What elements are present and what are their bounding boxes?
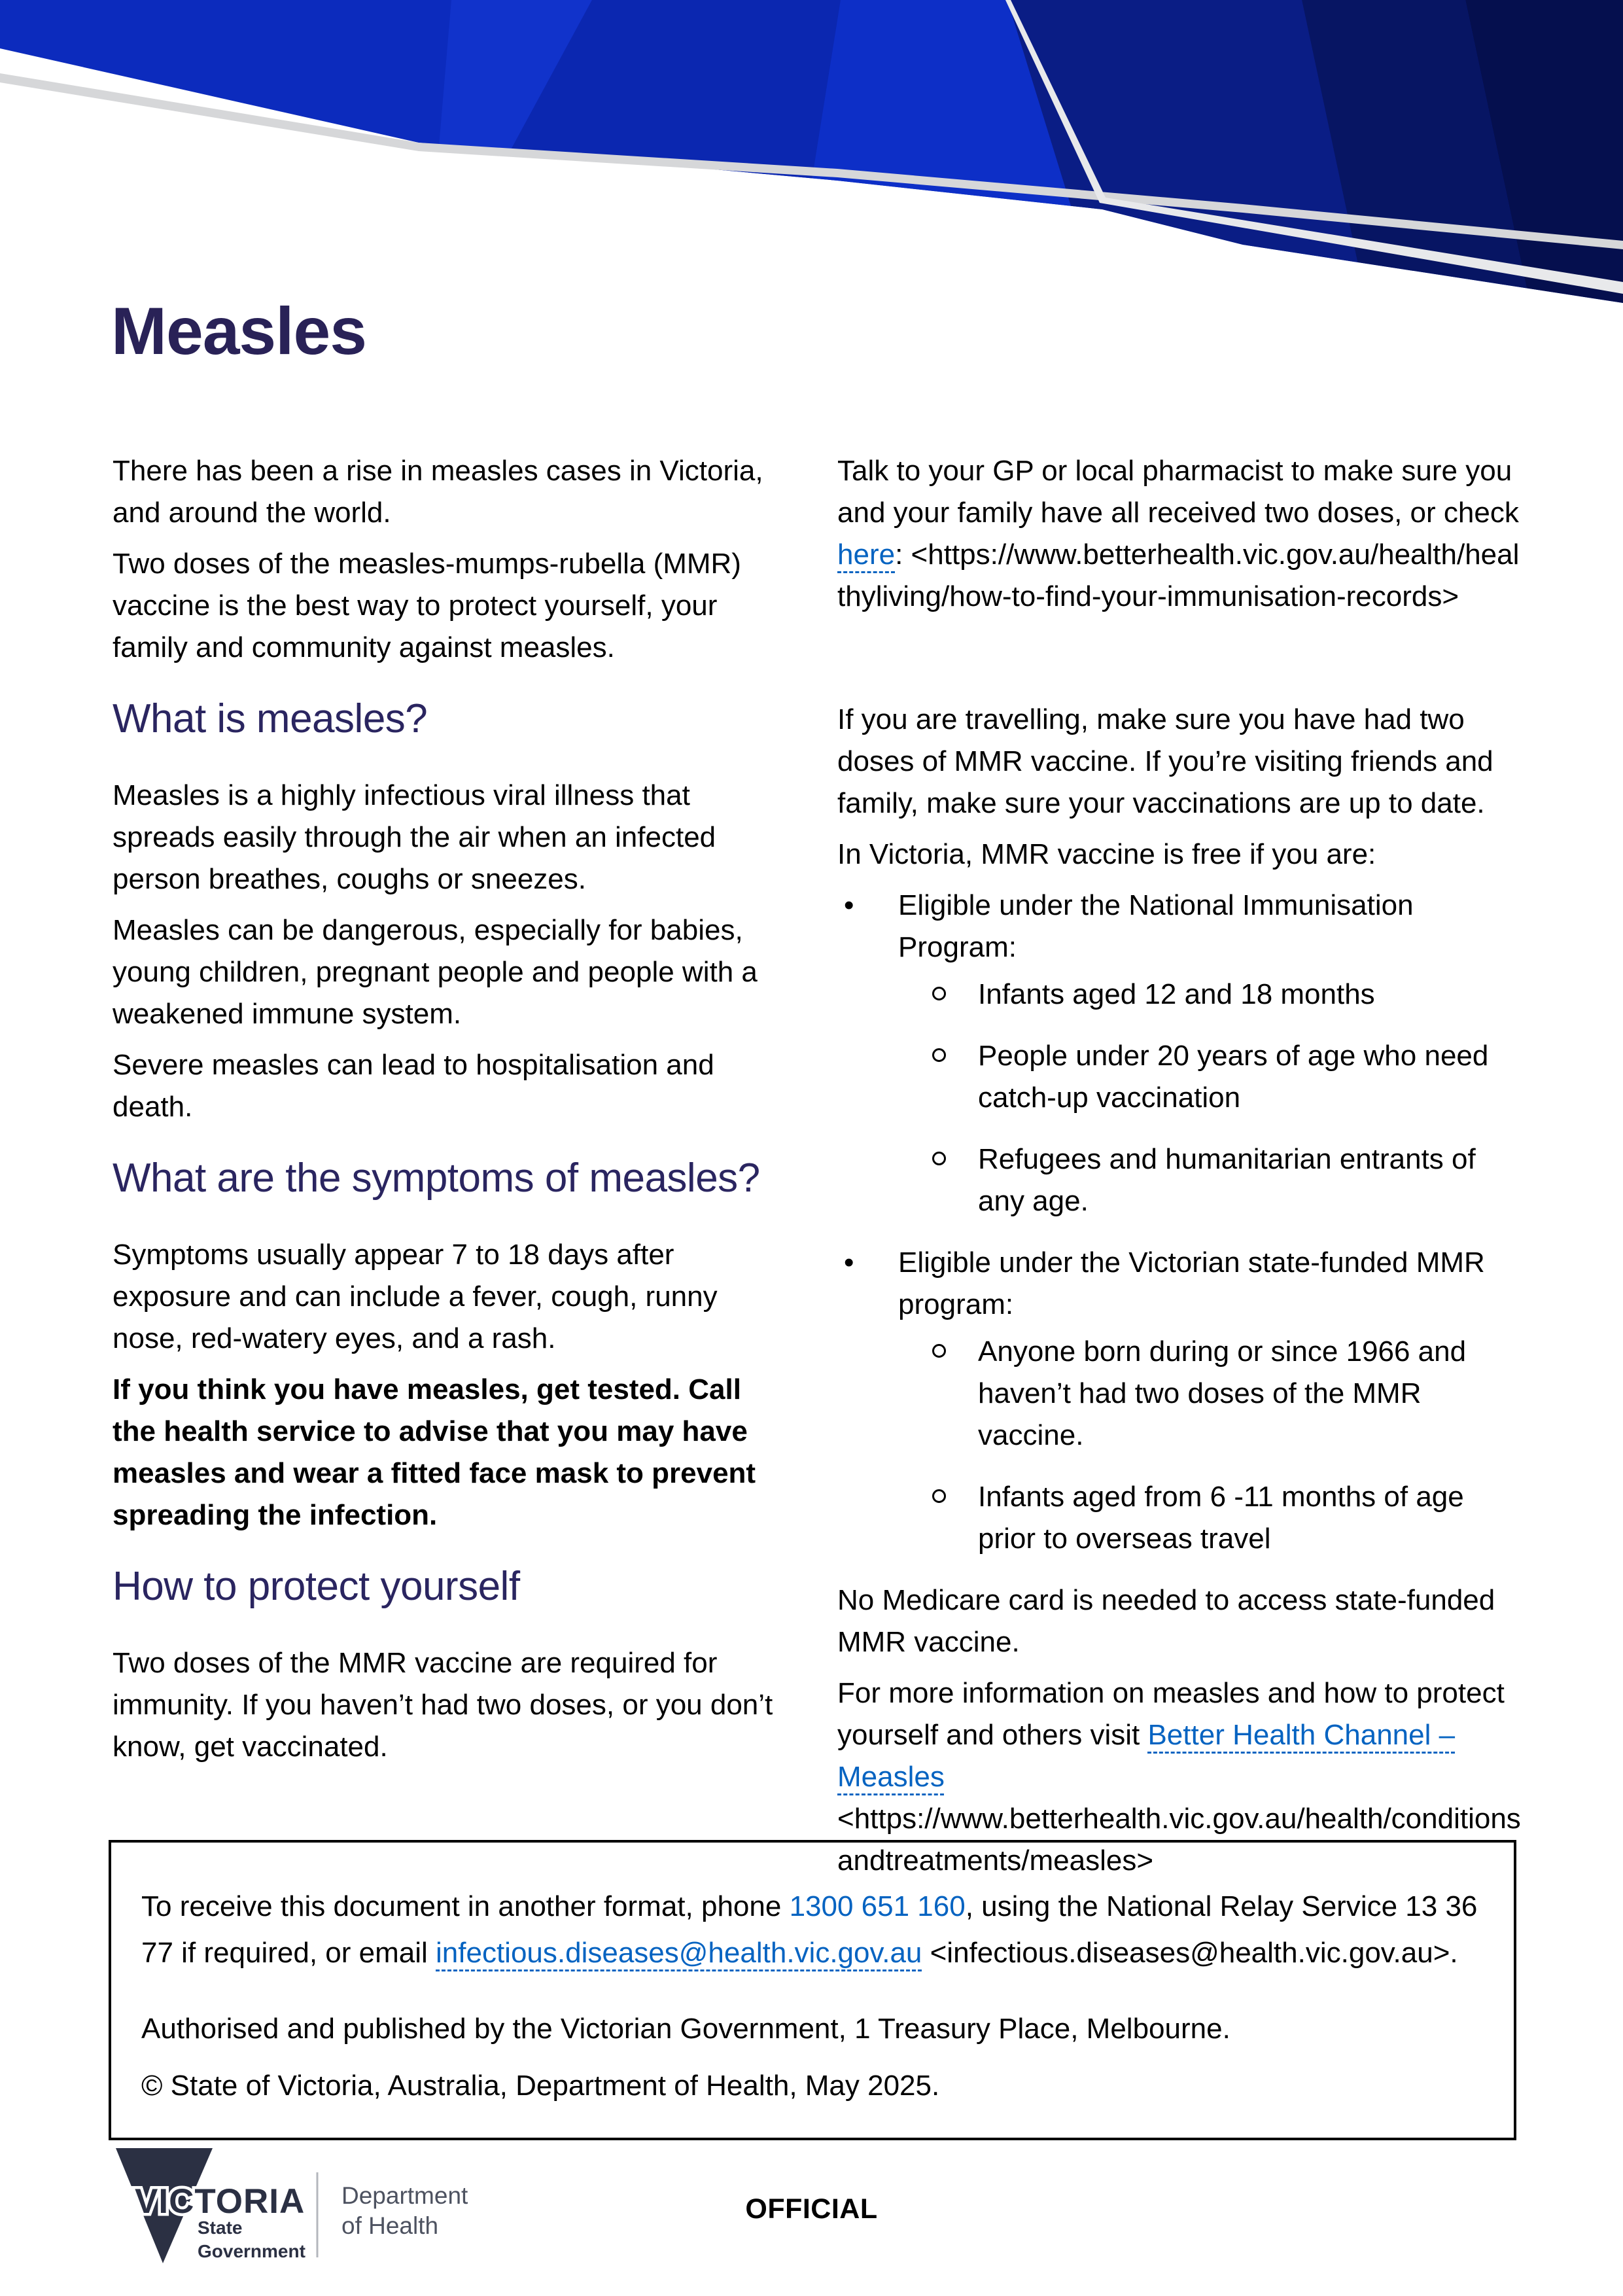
heading-symptoms: What are the symptoms of measles? [113, 1155, 760, 1201]
right-column [837, 450, 1526, 1891]
header-banner [0, 0, 1623, 308]
content-columns [113, 450, 1526, 1891]
sub-list-item: Refugees and humanitarian entrants of any age. [898, 1139, 1526, 1222]
get-tested-warning: If you think you have measles, get tested. Call the health service to advise that you may have measles and wear a fitted face mask to prevent spreading the infection. [113, 1373, 756, 1531]
immunisation-records-url: <https://www.betterhealth.vic.gov.au/health/healthyliving/how-to-find-your-immunisation-records> [837, 539, 1520, 613]
official-marking: OFFICIAL [745, 2193, 878, 2225]
gp-paragraph-sep: : [895, 539, 911, 571]
intro-paragraph-1: There has been a rise in measles cases in Victoria, and around the world. [113, 455, 763, 529]
logo-state-label: State [198, 2217, 243, 2238]
heading-what-is-measles: What is measles? [113, 696, 428, 742]
sub-list-item: Infants aged from 6 -11 months of age prior to overseas travel [898, 1476, 1526, 1560]
medicare-paragraph: No Medicare card is needed to access state-funded MMR vaccine. [837, 1584, 1495, 1659]
more-info-text: For more information on measles and how to protect yourself and others visit [837, 1677, 1505, 1752]
sub-list [898, 1331, 1526, 1560]
sub-list-item: Anyone born during or since 1966 and haven’t had two doses of the MMR vaccine. [898, 1331, 1526, 1457]
what-paragraph-2: Measles can be dangerous, especially for babies, young children, pregnant people and people with a weakened immune system. [113, 913, 758, 1030]
link-email[interactable]: infectious.diseases@health.vic.gov.au [436, 1937, 922, 1969]
list-item [837, 885, 1526, 1222]
better-health-url: <https://www.betterhealth.vic.gov.au/health/conditionsandtreatments/measles> [837, 1803, 1521, 1877]
list-item [837, 1242, 1526, 1560]
alternate-format-paragraph [141, 1883, 1484, 1977]
symptoms-paragraph: Symptoms usually appear 7 to 18 days after exposure and can include a fever, cough, runny nose, red-watery eyes, and a rash. [113, 1238, 718, 1354]
link-here[interactable]: here [837, 539, 896, 571]
relay-service-text: , using the National Relay Service 13 36 77 if required, or email [141, 1890, 1478, 1969]
link-phone-number[interactable]: 1300 651 160 [789, 1890, 966, 1922]
copyright-paragraph: © State of Victoria, Australia, Department of Health, May 2025. [141, 2069, 940, 2102]
logo-department-line1: Department [341, 2182, 468, 2209]
travelling-paragraph: If you are travelling, make sure you have had two doses of MMR vaccine. If you’re visiting friends and family, make sure your vaccinations are up to date. [837, 703, 1493, 820]
logo-department-line2: of Health [341, 2212, 439, 2239]
list-item-label: • Eligible under the Victorian state-funded MMR program: [898, 1246, 1485, 1321]
heading-protect-yourself: How to protect yourself [113, 1563, 520, 1609]
list-item-label: • Eligible under the National Immunisation Program: [898, 889, 1414, 964]
gp-paragraph-text: Talk to your GP or local pharmacist to make sure you and your family have all received two doses, or check [837, 455, 1519, 529]
sub-list-item: Infants aged 12 and 18 months [898, 974, 1526, 1016]
eligibility-list [837, 885, 1526, 1560]
blank-line [837, 627, 1526, 699]
gp-paragraph [837, 450, 1526, 618]
logo-government-label: Government [198, 2241, 305, 2261]
sub-list-item: People under 20 years of age who need catch-up vaccination [898, 1035, 1526, 1119]
victoria-wordmark: VICTORIA [135, 2182, 305, 2221]
what-paragraph-1: Measles is a highly infectious viral illness that spreads easily through the air when an infected person breathes, coughs or sneezes. [113, 779, 716, 895]
sub-list [898, 974, 1526, 1222]
authorised-paragraph: Authorised and published by the Victorian Government, 1 Treasury Place, Melbourne. [141, 2012, 1230, 2045]
protect-paragraph: Two doses of the MMR vaccine are required for immunity. If you haven’t had two doses, or you don’t know, get vaccinated. [113, 1646, 773, 1763]
accessibility-footer-box [109, 1840, 1516, 2140]
email-plain-text: <infectious.diseases@health.vic.gov.au>. [922, 1937, 1458, 1969]
what-paragraph-3: Severe measles can lead to hospitalisation and death. [113, 1048, 714, 1123]
page-title: Measles [111, 294, 366, 368]
free-vaccine-intro: In Victoria, MMR vaccine is free if you are: [837, 838, 1376, 871]
alternate-format-text: To receive this document in another format, phone [141, 1890, 790, 1922]
intro-paragraph-2: Two doses of the measles-mumps-rubella (MMR) vaccine is the best way to protect yourself, your family and community against measles. [113, 548, 741, 664]
banner-facets [0, 0, 1623, 308]
link-better-health-channel[interactable]: Better Health Channel – Measles [837, 1719, 1456, 1793]
left-column [113, 450, 780, 1891]
